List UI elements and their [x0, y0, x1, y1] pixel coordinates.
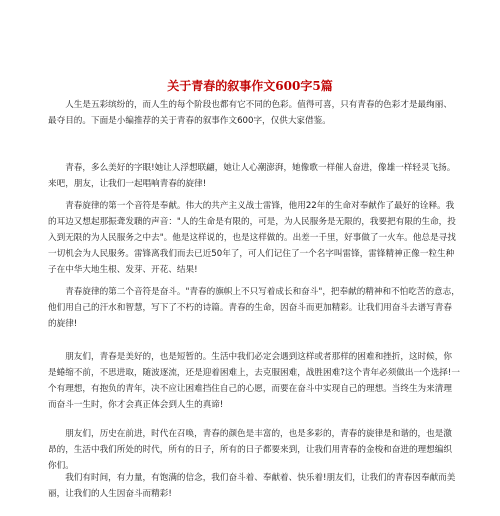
paragraph: 朋友们，历史在前进，时代在召唤，青春的颜色是丰富的，也是多彩的，青春的旋律是和谐的，也是激昂的，生活中我们所处的时代，所有的日子，所有的日子都要来到，让我们用青春的金梭和奋进的理想编织你们。 — [48, 429, 452, 471]
paragraph: 青春，多么美好的字眼!她让人浮想联翩，她让人心潮澎湃，她像歌一样催人奋进，像雄一样轻灵飞扬。来吧，朋友，让我们一起唱响青春的旋律! — [48, 163, 456, 189]
paragraph: 青春旋律的第一个音符是奉献。伟大的共产主义战士雷锋，他用22年的生命对奉献作了最好的诠释。我的耳边又想起那振聋发聩的声音："人的生命是有限的，可是，为人民服务是无限的，我要把有限的生命，投入到无限的为人民服务之中去"。他是这样说的，也是这样做的。出差一千里，好事做了一火车。他总是寻找一切机会为人民服务。雷锋离我们而去已近50年了，可人们记住了一个名字叫雷锋，雷锋精神正像一粒生种子在中华大地生根、发芽、开花、结果! — [48, 201, 456, 275]
paragraph: 朋友们，青春是美好的，也是短暂的。生活中我们必定会遇到这样或者那样的困难和挫折，这时候，你是蜷缩不前，不思进取，随波逐流，还是迎着困难上，去克服困难，战胜困难?这个青年必须做出一个选择!一个有理想，有抱负的青年，决不应让困难挡住自己的心愿，而要在奋斗中实现自己的理想。当终生为来清理而奋斗一生时，你才会真正体会到人生的真谛! — [48, 352, 460, 410]
article-intro: 人生是五彩缤纷的，而人生的每个阶段也都有它不同的色彩。值得可喜，只有青春的色彩才是最绚丽、最夺目的。下面是小编推荐的关于青春的叙事作文600字，仅供大家借鉴。 — [48, 100, 452, 126]
paragraph: 青春旋律的第二个音符是奋斗。"青春的旗帜上不只写着成长和奋斗"，把奉献的精神和不怕吃苦的意志，他们用自己的汗水和智慧，写下了不朽的诗篇。青春的生命，因奋斗而更加精彩。让我们用奋斗去谱写青春的旋律! — [48, 287, 460, 329]
article-title: 关于青春的叙事作文600字5篇 — [167, 79, 333, 93]
paragraph: 我们有时间，有力量，有饱满的信念，我们奋斗着、奉献着、快乐着!朋友们，让我们的青春因奉献而美丽，让我们的人生因奋斗而精彩! — [48, 473, 456, 499]
